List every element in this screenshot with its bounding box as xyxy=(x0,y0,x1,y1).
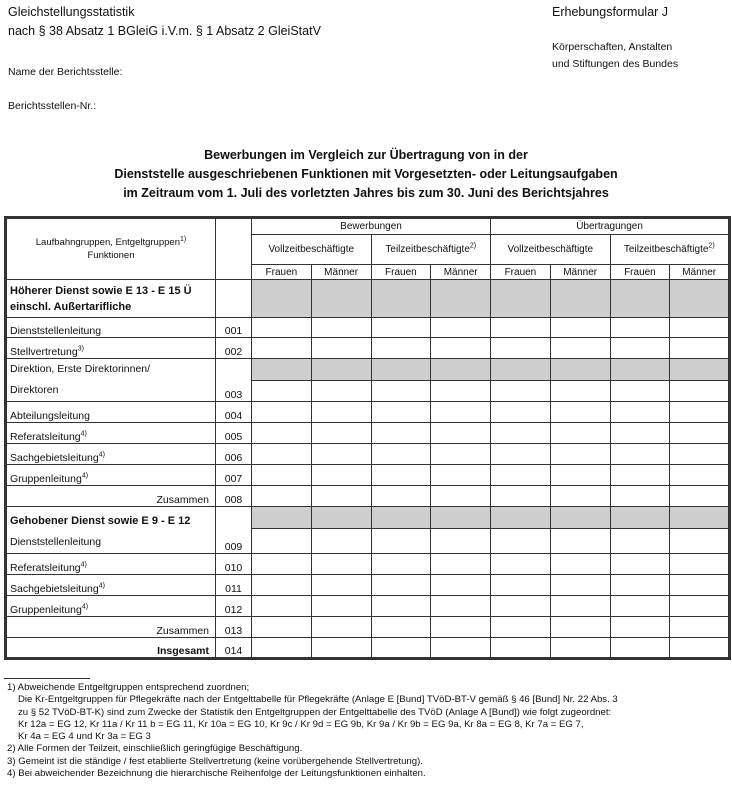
input-cell[interactable] xyxy=(491,575,551,596)
row-label-text: Gruppenleitung xyxy=(10,473,82,485)
input-cell[interactable] xyxy=(610,596,670,617)
row-number: 008 xyxy=(216,486,252,507)
input-cell[interactable] xyxy=(371,554,431,575)
row-number: 005 xyxy=(216,423,252,444)
input-cell[interactable] xyxy=(491,486,551,507)
footnote-ref: 4) xyxy=(98,451,105,459)
input-cell[interactable] xyxy=(252,617,312,638)
input-cell[interactable] xyxy=(491,338,551,359)
group-header-uebertragungen: Übertragungen xyxy=(491,218,730,235)
input-cell[interactable] xyxy=(550,596,610,617)
subtotal-label: Zusammen xyxy=(6,486,216,507)
input-cell[interactable] xyxy=(371,444,431,465)
row-number: 011 xyxy=(216,575,252,596)
input-cell[interactable] xyxy=(311,402,371,423)
input-cell[interactable] xyxy=(491,465,551,486)
row-label-text: Sachgebietsleitung xyxy=(10,583,99,595)
input-cell[interactable] xyxy=(610,423,670,444)
input-cell[interactable] xyxy=(491,423,551,444)
form-name: Erhebungsformular J xyxy=(552,5,669,19)
row-number: 013 xyxy=(216,617,252,638)
input-cell[interactable] xyxy=(311,638,371,659)
input-cell[interactable] xyxy=(610,486,670,507)
scope-line-1: Körperschaften, Anstalten xyxy=(552,41,673,53)
input-cell[interactable] xyxy=(550,529,610,554)
subheader-vollzeit-uebertragungen: Vollzeitbeschäftigte xyxy=(491,235,611,265)
row-number: 003 xyxy=(216,380,252,402)
input-cell[interactable] xyxy=(670,444,730,465)
input-cell[interactable] xyxy=(431,596,491,617)
input-cell[interactable] xyxy=(311,596,371,617)
row-number-header xyxy=(216,218,252,280)
input-cell[interactable] xyxy=(311,380,371,402)
shaded-cell xyxy=(431,359,491,381)
footnote-3: 3) Gemeint ist die ständige / fest etablierte Stellvertretung (keine vorübergehende Stellvertretung). xyxy=(7,755,423,767)
input-cell[interactable] xyxy=(371,423,431,444)
table-row xyxy=(6,338,730,359)
row-label-text: Gruppenleitung xyxy=(10,604,82,616)
shaded-cell xyxy=(610,280,670,318)
shaded-cell xyxy=(491,280,551,318)
input-cell[interactable] xyxy=(550,465,610,486)
input-cell[interactable] xyxy=(610,529,670,554)
reporting-office-name-label: Name der Berichtsstelle: xyxy=(8,66,123,78)
shaded-cell xyxy=(670,507,730,529)
input-cell[interactable] xyxy=(431,554,491,575)
input-cell[interactable] xyxy=(670,423,730,444)
table-row xyxy=(6,554,730,575)
input-cell[interactable] xyxy=(550,575,610,596)
input-cell[interactable] xyxy=(311,554,371,575)
input-cell[interactable] xyxy=(670,617,730,638)
col-header-frauen: Frauen xyxy=(491,265,551,280)
shaded-cell xyxy=(371,507,431,529)
subtotal-row xyxy=(6,617,730,638)
input-cell[interactable] xyxy=(311,617,371,638)
footnote-ref: 4) xyxy=(80,561,87,569)
row-number-cell xyxy=(216,359,252,381)
footnote-ref: 2) xyxy=(469,242,477,250)
input-cell[interactable] xyxy=(252,638,312,659)
subtotal-row xyxy=(6,486,730,507)
table-row xyxy=(6,318,730,338)
input-cell[interactable] xyxy=(550,617,610,638)
row-label xyxy=(6,423,216,444)
footnote-ref: 4) xyxy=(81,603,89,611)
form-header-right xyxy=(552,3,678,73)
shaded-cell xyxy=(311,507,371,529)
input-cell[interactable] xyxy=(610,444,670,465)
row-number: 007 xyxy=(216,465,252,486)
col-header-frauen: Frauen xyxy=(610,265,670,280)
row-number: 009 xyxy=(216,529,252,554)
footnote-1-line-4: Kr 12a = EG 12, Kr 11a / Kr 11 b = EG 11, Kr 10a = EG 10, Kr 9c / Kr 9d = EG 9b, Kr 9a / Kr 9b = EG 9a, Kr 8a = EG 8, Kr 7a = EG 7, xyxy=(18,718,584,730)
section-heading-hoeherer-dienst xyxy=(6,280,216,318)
input-cell[interactable] xyxy=(491,529,551,554)
shaded-cell xyxy=(550,280,610,318)
input-cell[interactable] xyxy=(252,575,312,596)
document-title-line-1: Bewerbungen im Vergleich zur Übertragung von in der xyxy=(204,148,528,162)
row-label: Dienststellenleitung xyxy=(10,536,102,548)
input-cell[interactable] xyxy=(252,444,312,465)
input-cell[interactable] xyxy=(610,638,670,659)
row-label-text: Referatsleitung xyxy=(10,431,81,443)
row-number: 006 xyxy=(216,444,252,465)
input-cell[interactable] xyxy=(252,529,312,554)
scope-line-2: und Stiftungen des Bundes xyxy=(552,58,679,70)
subheader-teilzeit-text: Teilzeitbeschäftigte xyxy=(623,244,709,255)
input-cell[interactable] xyxy=(252,318,312,338)
row-number: 004 xyxy=(216,402,252,423)
input-cell[interactable] xyxy=(550,444,610,465)
input-cell[interactable] xyxy=(610,575,670,596)
input-cell[interactable] xyxy=(550,380,610,402)
input-cell[interactable] xyxy=(491,638,551,659)
input-cell[interactable] xyxy=(670,596,730,617)
input-cell[interactable] xyxy=(670,486,730,507)
input-cell[interactable] xyxy=(431,465,491,486)
input-cell[interactable] xyxy=(670,575,730,596)
input-cell[interactable] xyxy=(371,617,431,638)
row-label-text: Stellvertretung xyxy=(10,346,78,358)
row-number: 001 xyxy=(216,318,252,338)
input-cell[interactable] xyxy=(610,318,670,338)
row-number: 010 xyxy=(216,554,252,575)
row-label-text: Referatsleitung xyxy=(10,562,81,574)
input-cell[interactable] xyxy=(431,529,491,554)
input-cell[interactable] xyxy=(670,465,730,486)
input-cell[interactable] xyxy=(371,486,431,507)
footnote-ref: 2) xyxy=(708,242,715,250)
row-number-cell xyxy=(216,507,252,529)
col-header-frauen: Frauen xyxy=(252,265,312,280)
input-cell[interactable] xyxy=(371,338,431,359)
input-cell[interactable] xyxy=(252,596,312,617)
input-cell[interactable] xyxy=(491,596,551,617)
shaded-cell xyxy=(491,507,551,529)
table-row xyxy=(6,402,730,423)
input-cell[interactable] xyxy=(252,380,312,402)
shaded-cell xyxy=(491,359,551,381)
footnote-1-line-3: zu § 52 TVöD-BT-K) sind zum Zwecke der Statistik den Entgeltgruppen der Entgelttabelle des TVöD (Anlage A [Bund]) wie folgt zugeordnet: xyxy=(18,706,612,718)
section-heading-gehobener-dienst xyxy=(6,507,216,554)
input-cell[interactable] xyxy=(311,529,371,554)
shaded-cell xyxy=(550,359,610,381)
table-row xyxy=(6,465,730,486)
table-row-continuation xyxy=(6,359,730,381)
input-cell[interactable] xyxy=(550,423,610,444)
input-cell[interactable] xyxy=(252,486,312,507)
input-cell[interactable] xyxy=(550,402,610,423)
footnote-divider xyxy=(4,678,90,679)
footnote-ref: 1) xyxy=(179,235,187,243)
total-label: Insgesamt xyxy=(6,638,216,659)
document-title-line-2: Dienststelle ausgeschriebenen Funktionen mit Vorgesetzten- oder Leitungsaufgaben xyxy=(114,167,618,181)
footnotes xyxy=(7,682,727,780)
input-cell[interactable] xyxy=(252,554,312,575)
table-row xyxy=(6,596,730,617)
shaded-cell xyxy=(311,359,371,381)
row-label: Abteilungsleitung xyxy=(6,402,216,423)
input-cell[interactable] xyxy=(491,318,551,338)
input-cell[interactable] xyxy=(491,402,551,423)
input-cell[interactable] xyxy=(550,338,610,359)
subheader-teilzeit-text: Teilzeitbeschäftigte xyxy=(385,244,470,255)
subheader-teilzeit-uebertragungen xyxy=(610,235,730,265)
input-cell[interactable] xyxy=(431,444,491,465)
input-cell[interactable] xyxy=(371,596,431,617)
footnote-ref: 3) xyxy=(77,345,84,353)
input-cell[interactable] xyxy=(670,554,730,575)
shaded-cell xyxy=(431,507,491,529)
shaded-cell xyxy=(431,280,491,318)
row-number-cell xyxy=(216,280,252,318)
section-heading-line-1: Gehobener Dienst sowie E 9 - E 12 xyxy=(10,515,191,527)
col-header-frauen: Frauen xyxy=(371,265,431,280)
input-cell[interactable] xyxy=(610,380,670,402)
footnote-4: 4) Bei abweichender Bezeichnung die hierarchische Reihenfolge der Leitungsfunktionen einhalten. xyxy=(7,768,426,780)
input-cell[interactable] xyxy=(670,318,730,338)
table-row xyxy=(6,423,730,444)
footnote-ref: 4) xyxy=(80,430,87,438)
col-header-maenner: Männer xyxy=(670,265,730,280)
input-cell[interactable] xyxy=(431,575,491,596)
row-label-line-2: Direktoren xyxy=(10,384,59,396)
footnote-1-line-2: Die Kr-Entgeltgruppen für Pflegekräfte nach der Entgelttabelle für Pflegekräfte (Anlage E [Bund] TVöD-BT-V gemäß § 46 [Bund] Nr. 22 Abs. 3 xyxy=(18,694,618,706)
row-label xyxy=(6,575,216,596)
document-title xyxy=(0,146,732,203)
row-label xyxy=(6,554,216,575)
input-cell[interactable] xyxy=(550,318,610,338)
shaded-cell xyxy=(252,280,312,318)
input-cell[interactable] xyxy=(252,423,312,444)
row-label xyxy=(6,338,216,359)
input-cell[interactable] xyxy=(371,318,431,338)
shaded-cell xyxy=(311,280,371,318)
input-cell[interactable] xyxy=(431,617,491,638)
input-cell[interactable] xyxy=(311,338,371,359)
statistic-title: Gleichstellungsstatistik xyxy=(8,5,135,19)
shaded-cell xyxy=(670,359,730,381)
legal-basis: nach § 38 Absatz 1 BGleiG i.V.m. § 1 Absatz 2 GleiStatV xyxy=(8,24,321,38)
row-label xyxy=(6,444,216,465)
input-cell[interactable] xyxy=(491,380,551,402)
input-cell[interactable] xyxy=(371,575,431,596)
shaded-cell xyxy=(550,507,610,529)
input-cell[interactable] xyxy=(311,444,371,465)
footnote-2: 2) Alle Formen der Teilzeit, einschließlich geringfügige Beschäftigung. xyxy=(7,743,303,755)
shaded-cell xyxy=(610,359,670,381)
input-cell[interactable] xyxy=(550,486,610,507)
shaded-cell xyxy=(252,359,312,381)
input-cell[interactable] xyxy=(610,554,670,575)
row-label-line-1: Direktion, Erste Direktorinnen/ xyxy=(10,363,151,375)
row-label xyxy=(6,359,216,402)
footnote-ref: 4) xyxy=(98,582,105,590)
input-cell[interactable] xyxy=(610,465,670,486)
input-cell[interactable] xyxy=(371,380,431,402)
shaded-cell xyxy=(252,507,312,529)
input-cell[interactable] xyxy=(431,380,491,402)
table-row xyxy=(6,575,730,596)
corner-header xyxy=(6,218,216,280)
input-cell[interactable] xyxy=(252,338,312,359)
input-cell[interactable] xyxy=(311,423,371,444)
row-label xyxy=(6,465,216,486)
document-title-line-3: im Zeitraum vom 1. Juli des vorletzten Jahres bis zum 30. Juni des Berichtsjahres xyxy=(123,186,609,200)
input-cell[interactable] xyxy=(431,338,491,359)
input-cell[interactable] xyxy=(431,402,491,423)
input-cell[interactable] xyxy=(491,444,551,465)
input-cell[interactable] xyxy=(371,638,431,659)
input-cell[interactable] xyxy=(610,338,670,359)
form-header-left xyxy=(8,3,321,115)
col-header-maenner: Männer xyxy=(311,265,371,280)
input-cell[interactable] xyxy=(311,318,371,338)
shaded-cell xyxy=(371,359,431,381)
total-row xyxy=(6,638,730,659)
shaded-cell xyxy=(670,280,730,318)
reporting-office-number-label: Berichtsstellen-Nr.: xyxy=(8,100,97,112)
footnote-ref: 4) xyxy=(81,472,89,480)
input-cell[interactable] xyxy=(610,402,670,423)
input-cell[interactable] xyxy=(431,638,491,659)
input-cell[interactable] xyxy=(670,402,730,423)
row-label xyxy=(6,596,216,617)
input-cell[interactable] xyxy=(670,338,730,359)
input-cell[interactable] xyxy=(311,465,371,486)
input-cell[interactable] xyxy=(491,617,551,638)
input-cell[interactable] xyxy=(371,465,431,486)
shaded-cell xyxy=(371,280,431,318)
input-cell[interactable] xyxy=(670,380,730,402)
row-number: 012 xyxy=(216,596,252,617)
input-cell[interactable] xyxy=(311,486,371,507)
input-cell[interactable] xyxy=(371,402,431,423)
input-cell[interactable] xyxy=(670,638,730,659)
section-heading-line-1: Höherer Dienst sowie E 13 - E 15 Ü xyxy=(10,284,192,297)
group-header-bewerbungen: Bewerbungen xyxy=(252,218,491,235)
row-number: 002 xyxy=(216,338,252,359)
input-cell[interactable] xyxy=(610,617,670,638)
input-cell[interactable] xyxy=(491,554,551,575)
row-number: 014 xyxy=(216,638,252,659)
table-row xyxy=(6,444,730,465)
subheader-vollzeit-bewerbungen: Vollzeitbeschäftigte xyxy=(252,235,372,265)
col-header-maenner: Männer xyxy=(431,265,491,280)
input-cell[interactable] xyxy=(431,318,491,338)
statistics-table xyxy=(4,216,731,660)
row-label-text: Sachgebietsleitung xyxy=(10,452,99,464)
footnote-1: 1) Abweichende Entgeltgruppen entsprechend zuordnen; xyxy=(7,682,250,693)
input-cell[interactable] xyxy=(550,554,610,575)
col-header-maenner: Männer xyxy=(550,265,610,280)
footnote-1-line-5: Kr 4a = EG 4 und Kr 3a = EG 3 xyxy=(18,731,151,743)
corner-header-line-2: Funktionen xyxy=(87,250,135,261)
subheader-teilzeit-bewerbungen xyxy=(371,235,491,265)
input-cell[interactable] xyxy=(431,423,491,444)
input-cell[interactable] xyxy=(311,575,371,596)
input-cell[interactable] xyxy=(252,402,312,423)
row-label: Dienststellenleitung xyxy=(6,318,216,338)
shaded-cell xyxy=(610,507,670,529)
corner-header-line-1: Laufbahngruppen, Entgeltgruppen xyxy=(35,237,180,248)
input-cell[interactable] xyxy=(252,465,312,486)
subtotal-label: Zusammen xyxy=(6,617,216,638)
section-heading-line-2: einschl. Außertarifliche xyxy=(10,300,132,313)
input-cell[interactable] xyxy=(371,529,431,554)
input-cell[interactable] xyxy=(670,529,730,554)
input-cell[interactable] xyxy=(431,486,491,507)
input-cell[interactable] xyxy=(550,638,610,659)
